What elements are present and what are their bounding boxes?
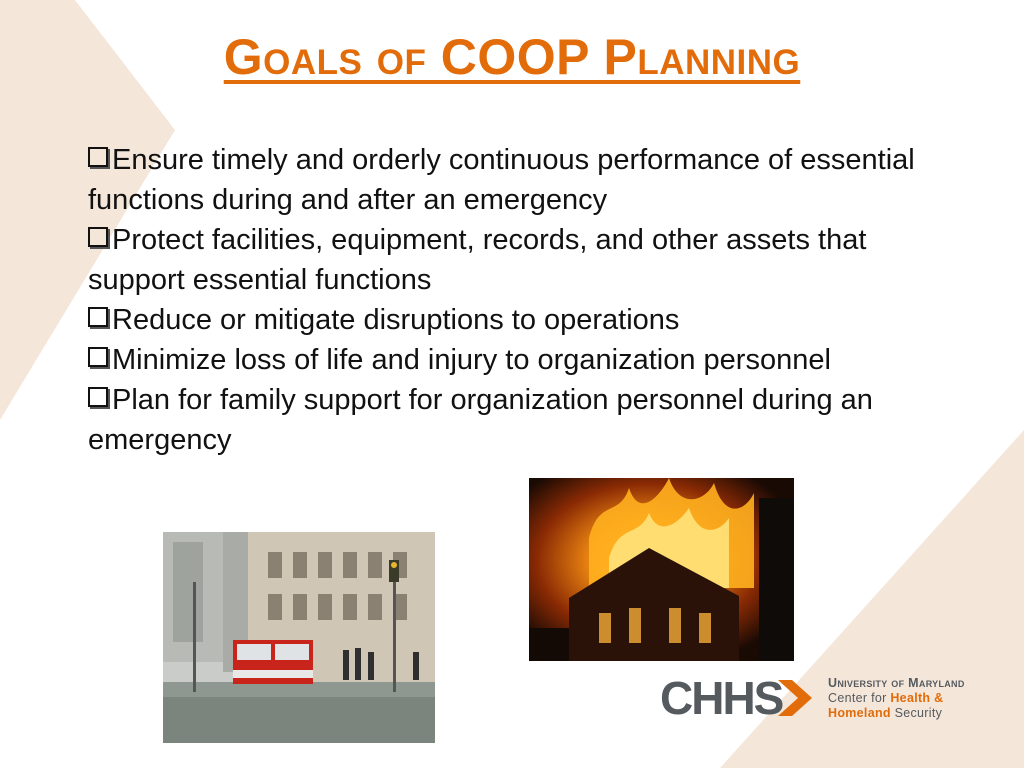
logo-line-2: Center for Health &: [828, 691, 944, 705]
hollow-square-icon: [88, 227, 108, 247]
hollow-square-icon: [88, 387, 108, 407]
chevron-right-icon: [778, 678, 822, 718]
list-item: Plan for family support for organization personnel during an emergency: [88, 384, 873, 456]
hollow-square-icon: [88, 307, 108, 327]
slide-title: Goals of COOP Planning: [223, 29, 801, 85]
list-item: Ensure timely and orderly continuous performance of essential functions during and after an emergency: [88, 144, 915, 216]
flood-street-photo: [163, 532, 435, 743]
list-item: Minimize loss of life and injury to organization personnel: [88, 340, 958, 380]
logo-wordmark: CHHS: [660, 672, 783, 724]
list-item: Reduce or mitigate disruptions to operations: [88, 300, 958, 340]
logo-text: [828, 676, 965, 721]
chhs-logo: [660, 672, 980, 724]
burning-building-photo: [529, 478, 794, 661]
hollow-square-icon: [88, 147, 108, 167]
hollow-square-icon: [88, 347, 108, 367]
logo-line-1: University of Maryland: [828, 676, 965, 690]
list-item: Protect facilities, equipment, records, and other assets that support essential functions: [88, 224, 867, 296]
goals-list: [88, 140, 958, 460]
logo-line-3: Homeland Security: [828, 706, 943, 720]
